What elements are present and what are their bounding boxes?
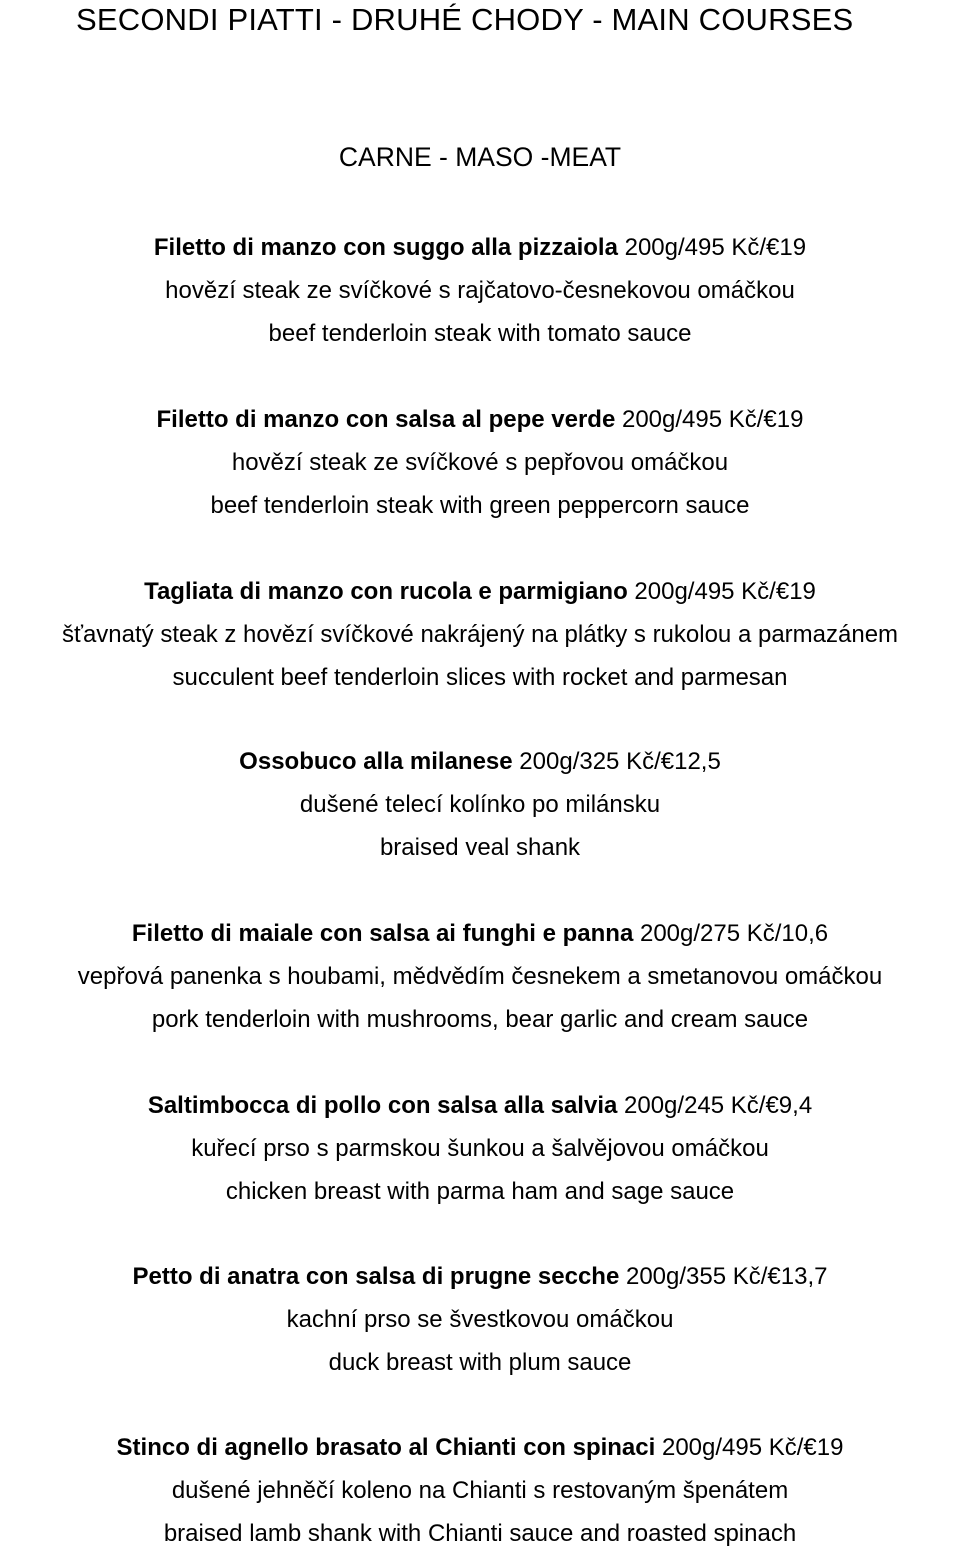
dish-description-czech: dušené jehněčí koleno na Chianti s restovaným špenátem: [171, 1477, 789, 1504]
dish-description-english: beef tenderloin steak with tomato sauce: [268, 320, 692, 347]
dish-description-czech: šťavnatý steak z hovězí svíčkové nakrájený na plátky s rukolou a parmazánem: [61, 621, 899, 648]
section-title: CARNE - MASO -MEAT: [338, 142, 622, 172]
menu-item-heading: [0, 1084, 960, 1127]
menu-item: [0, 398, 960, 527]
menu-item: [0, 912, 960, 1041]
dish-price: 200g/495 Kč/€19: [621, 406, 804, 433]
dish-description-english: braised lamb shank with Chianti sauce and roasted spinach: [163, 1520, 797, 1547]
dish-price: 200g/245 Kč/€9,4: [624, 1092, 813, 1119]
dish-price: 200g/495 Kč/€19: [661, 1434, 844, 1461]
menu-item-heading: [0, 226, 960, 269]
menu-item-heading: [0, 1255, 960, 1298]
menu-item: [0, 570, 960, 699]
menu-item-heading: [0, 398, 960, 441]
dish-description-english: pork tenderloin with mushrooms, bear garlic and cream sauce: [151, 1006, 809, 1033]
dish-name: Filetto di manzo con salsa al pepe verde: [156, 406, 616, 433]
menu-item: [0, 740, 960, 869]
dish-description-english: succulent beef tenderloin slices with rocket and parmesan: [172, 664, 788, 691]
dish-description-english: beef tenderloin steak with green peppercorn sauce: [210, 492, 750, 519]
menu-item: [0, 1084, 960, 1213]
dish-description-czech: hovězí steak ze svíčkové s rajčatovo-česnekovou omáčkou: [165, 277, 795, 304]
menu-item-heading: [0, 740, 960, 783]
dish-name: Filetto di maiale con salsa ai funghi e panna: [131, 920, 634, 947]
dish-description-czech: vepřová panenka s houbami, mědvědím česnekem a smetanovou omáčkou: [77, 963, 883, 990]
dish-price: 200g/325 Kč/€12,5: [519, 748, 721, 775]
dish-price: 200g/495 Kč/€19: [624, 234, 807, 261]
dish-name: Ossobuco alla milanese: [239, 748, 513, 775]
page-title: SECONDI PIATTI - DRUHÉ CHODY - MAIN COURSES: [76, 2, 854, 37]
dish-description-czech: hovězí steak ze svíčkové s pepřovou omáčkou: [231, 449, 729, 476]
menu-item-heading: [0, 1426, 960, 1469]
dish-description-english: braised veal shank: [379, 834, 581, 861]
dish-description-czech: kachní prso se švestkovou omáčkou: [286, 1306, 674, 1333]
dish-name: Stinco di agnello brasato al Chianti con spinaci: [116, 1434, 656, 1461]
menu-item: [0, 1426, 960, 1555]
menu-item-heading: [0, 570, 960, 613]
dish-name: Saltimbocca di pollo con salsa alla salvia: [147, 1092, 618, 1119]
menu-item-heading: [0, 912, 960, 955]
menu-item: [0, 1255, 960, 1384]
menu-item: [0, 226, 960, 355]
dish-name: Petto di anatra con salsa di prugne secche: [132, 1263, 620, 1290]
dish-name: Filetto di manzo con suggo alla pizzaiola: [153, 234, 618, 261]
dish-description-czech: dušené telecí kolínko po milánsku: [299, 791, 661, 818]
dish-description-english: chicken breast with parma ham and sage sauce: [225, 1178, 735, 1205]
dish-price: 200g/495 Kč/€19: [634, 578, 816, 605]
dish-description-czech: kuřecí prso s parmskou šunkou a šalvějovou omáčkou: [191, 1135, 769, 1162]
dish-description-english: duck breast with plum sauce: [328, 1349, 632, 1376]
dish-price: 200g/275 Kč/10,6: [639, 920, 829, 947]
dish-price: 200g/355 Kč/€13,7: [625, 1263, 828, 1290]
dish-name: Tagliata di manzo con rucola e parmigiano: [144, 578, 628, 605]
